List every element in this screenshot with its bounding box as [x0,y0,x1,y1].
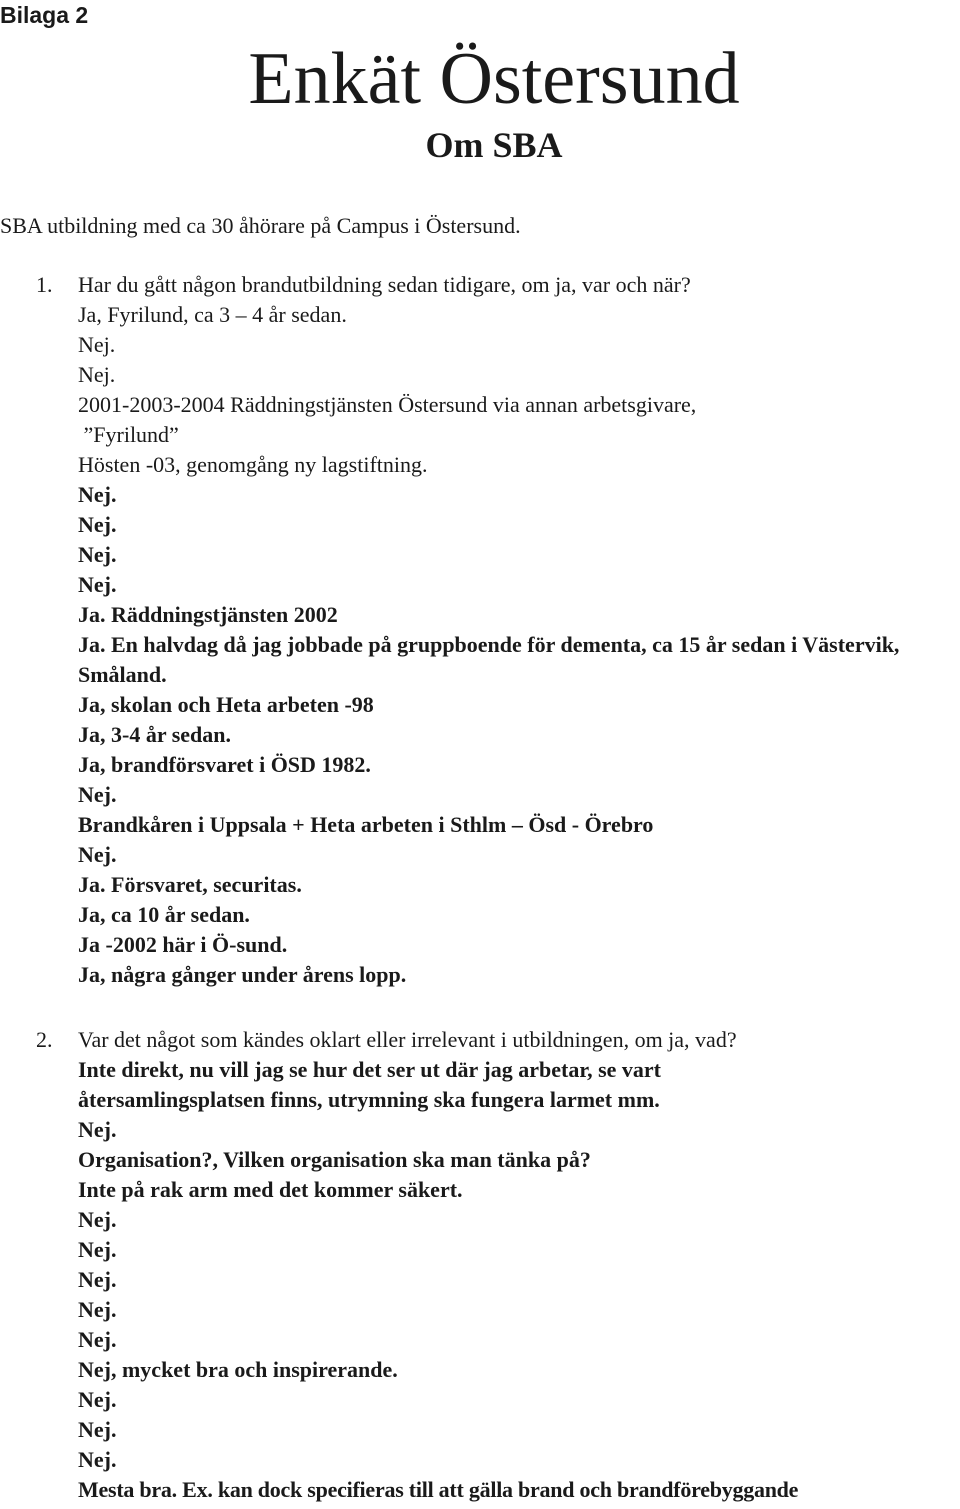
answer-list [0,300,960,990]
answer-item: Ja. Räddningstjänsten 2002 [78,602,338,627]
answer-item: Nej. [78,1417,117,1442]
answer-item: Nej. [78,482,117,507]
answer-item: Nej. [78,332,116,357]
answer-item: Inte på rak arm med det kommer säkert. [78,1177,463,1202]
question-text: Har du gått någon brandutbildning sedan tidigare, om ja, var och när? [78,272,691,297]
answer-item: Ja -2002 här i Ö-sund. [78,932,288,957]
answer-item: Nej. [78,1207,117,1232]
answer-item: Ja, Fyrilund, ca 3 – 4 år sedan. [78,302,347,327]
answer-item: Nej. [78,572,117,597]
answer-item: Ja, brandförsvaret i ÖSD 1982. [78,752,371,777]
answer-item: Nej. [78,1237,117,1262]
answer-item: Organisation?, Vilken organisation ska man tänka på? [78,1147,591,1172]
answer-item: Ja, ca 10 år sedan. [78,902,250,927]
answer-list [0,1055,960,1505]
answer-item: Ja, några gånger under årens lopp. [78,962,407,987]
answer-item: Nej. [78,362,116,387]
answer-item: Nej. [78,1267,117,1292]
answer-item: Ja. Försvaret, securitas. [78,872,302,897]
answer-item: Nej. [78,1327,117,1352]
answer-item: Mesta bra. Ex. kan dock specifieras till att gälla brand och brandförebyggande [78,1477,799,1502]
question-2 [0,1025,960,1505]
document-title: Enkät Östersund [248,38,740,120]
appendix-label: Bilaga 2 [0,2,89,28]
answer-item: Nej. [78,1117,117,1142]
question-number: 1. [36,272,53,297]
answer-item: Brandkåren i Uppsala + Heta arbeten i Sthlm – Ösd - Örebro [78,812,654,837]
answer-item: Hösten -03, genomgång ny lagstiftning. [78,452,428,477]
answer-item: Inte direkt, nu vill jag se hur det ser ut där jag arbetar, se vart återsamlingsplatsen finns, utrymning ska fungera larmet mm. [78,1057,661,1112]
answer-item: Nej. [78,782,117,807]
answer-item: ”Fyrilund” [78,422,179,447]
question-header [0,1025,960,1055]
answer-item: Nej. [78,1297,117,1322]
answer-item: Nej. [78,512,117,537]
answer-item: Nej. [78,1387,117,1412]
answer-item: 2001-2003-2004 Räddningstjänsten Östersund via annan arbetsgivare, [78,392,697,417]
question-number: 2. [36,1027,53,1052]
answer-item: Ja. En halvdag då jag jobbade på gruppboende för dementa, ca 15 år sedan i Västervik, Småland. [78,632,900,687]
intro-text: SBA utbildning med ca 30 åhörare på Campus i Östersund. [0,213,521,238]
question-text: Var det något som kändes oklart eller irrelevant i utbildningen, om ja, vad? [78,1027,737,1052]
answer-item: Nej. [78,842,117,867]
answer-item: Nej, mycket bra och inspirerande. [78,1357,398,1382]
answer-item: Ja, skolan och Heta arbeten -98 [78,692,374,717]
answer-item: Nej. [78,1447,117,1472]
document-subtitle: Om SBA [425,125,563,165]
answer-item: Nej. [78,542,117,567]
question-header [0,270,960,300]
question-1 [0,270,960,990]
answer-item: Ja, 3-4 år sedan. [78,722,231,747]
